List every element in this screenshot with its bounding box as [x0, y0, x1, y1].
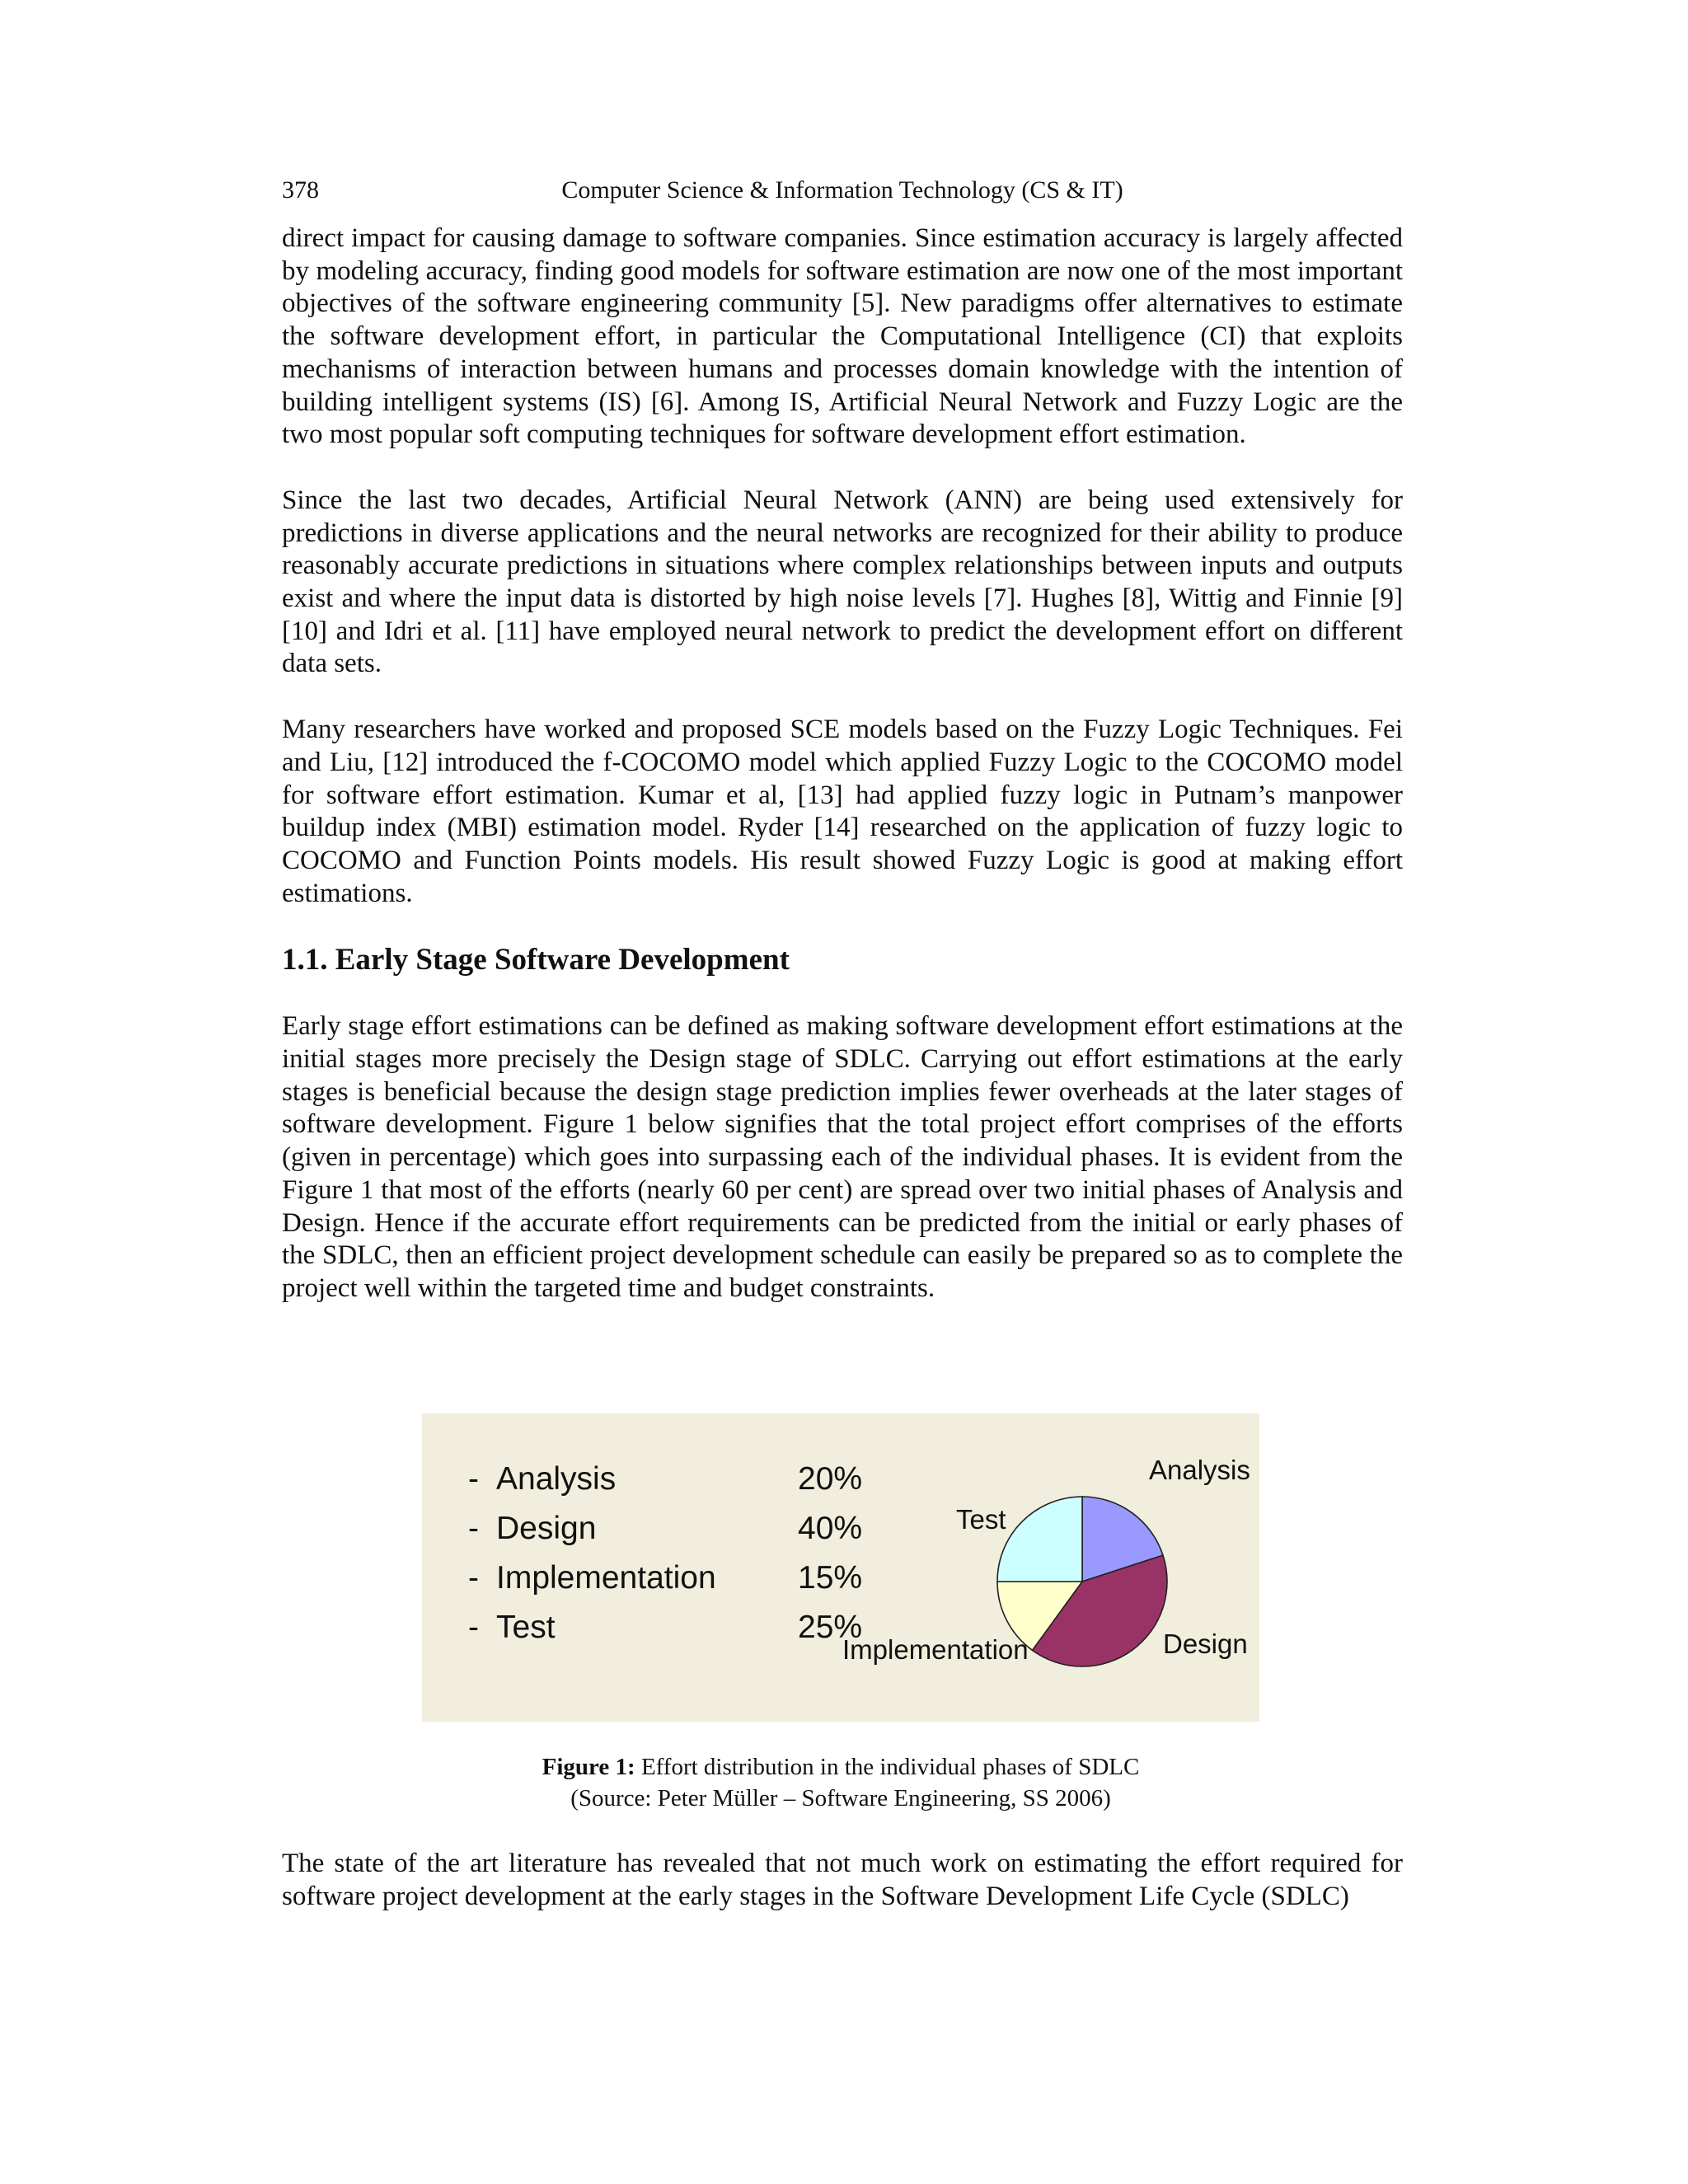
running-title: Computer Science & Information Technology (CS & IT) — [561, 176, 1123, 204]
pie-label-implementation: Implementation — [842, 1634, 1029, 1665]
caption-text: Effort distribution in the individual phases of SDLC — [640, 1754, 1140, 1780]
closing-content — [282, 1848, 1403, 1913]
legend-value-design: 40% — [798, 1511, 863, 1546]
legend-name-implementation: Implementation — [496, 1560, 716, 1596]
pie-label-design: Design — [1163, 1629, 1248, 1659]
legend-dash: - — [468, 1610, 479, 1645]
legend-value-analysis: 20% — [798, 1461, 863, 1497]
legend-value-implementation: 15% — [798, 1560, 863, 1596]
paragraph-early-stage: Early stage effort estimations can be defined as making software development effort estimations at the initial stages more precisely the Design stage of SDLC. Carrying out effort estimations at the early stages is beneficial because the design stage prediction implies fewer overheads at the later stages of software development. Figure 1 below signifies that the total project effort comprises of the efforts (given in percentage) which goes into surpassing each of the individual phases. It is evident from the Figure 1 that most of the efforts (nearly 60 per cent) are spread over two initial phases of Analysis and Design. Hence if the accurate effort requirements can be predicted from the initial or early phases of the SDLC, then an efficient project development schedule can easily be prepared so as to complete the project well within the targeted time and budget constraints. — [282, 1011, 1403, 1303]
legend-name-test: Test — [496, 1610, 556, 1645]
paragraph-ann: Since the last two decades, Artificial Neural Network (ANN) are being used extensively for predictions in diverse applications and the neural networks are recognized for their ability to produce reasonably accurate predictions in situations where complex relationships between inputs and outputs exist and where the input data is distorted by high noise levels [7]. Hughes [8], Wittig and Finnie [9][10] and Idri et al. [11] have employed neural network to predict the development effort on different data sets. — [282, 485, 1403, 679]
section-heading: 1.1. Early Stage Software Development — [282, 943, 790, 977]
main-content — [282, 223, 1403, 1305]
legend-name-design: Design — [496, 1511, 597, 1546]
caption-source: (Source: Peter Müller – Software Engineering, SS 2006) — [570, 1785, 1111, 1811]
pie-chart — [422, 1413, 1259, 1722]
pie-label-test: Test — [956, 1504, 1006, 1535]
paragraph-intro: direct impact for causing damage to software companies. Since estimation accuracy is largely affected by modeling accuracy, finding good models for software estimation are now one of the most important objectives of the software engineering community [5]. New paradigms offer alternatives to estimate the software development effort, in particular the Computational Intelligence (CI) that exploits mechanisms of interaction between humans and processes domain knowledge with the intention of building intelligent systems (IS) [6]. Among IS, Artificial Neural Network and Fuzzy Logic are the two most popular soft computing techniques for software development effort estimation. — [282, 223, 1403, 450]
legend-dash: - — [468, 1511, 479, 1546]
caption-line — [495, 1751, 1187, 1783]
pie-label-analysis: Analysis — [1149, 1455, 1250, 1485]
paragraph-fuzzy: Many researchers have worked and proposed SCE models based on the Fuzzy Logic Techniques. Fei and Liu, [12] introduced the f-COCOMO model which applied Fuzzy Logic to the COCOMO model for software effort estimation. Kumar et al, [13] had applied fuzzy logic in Putnam’s manpower buildup index (MBI) estimation model. Ryder [14] researched on the application of fuzzy logic to COCOMO and Function Points models. His result showed Fuzzy Logic is good at making effort estimations. — [282, 715, 1403, 908]
caption-label: Figure 1: — [542, 1754, 635, 1780]
paragraph-final: The state of the art literature has revealed that not much work on estimating the effort required for software project development at the early stages in the Software Development Life Cycle (SDLC) — [282, 1849, 1403, 1911]
page-number: 378 — [282, 176, 319, 204]
legend-value-test: 25% — [798, 1610, 863, 1645]
page-header — [282, 173, 1403, 208]
legend-dash: - — [468, 1560, 479, 1596]
legend-name-analysis: Analysis — [496, 1461, 617, 1497]
pie-slice-test — [997, 1497, 1082, 1582]
figure-effort-distribution — [422, 1413, 1259, 1722]
figure-caption — [495, 1751, 1187, 1814]
legend-dash: - — [468, 1461, 479, 1497]
